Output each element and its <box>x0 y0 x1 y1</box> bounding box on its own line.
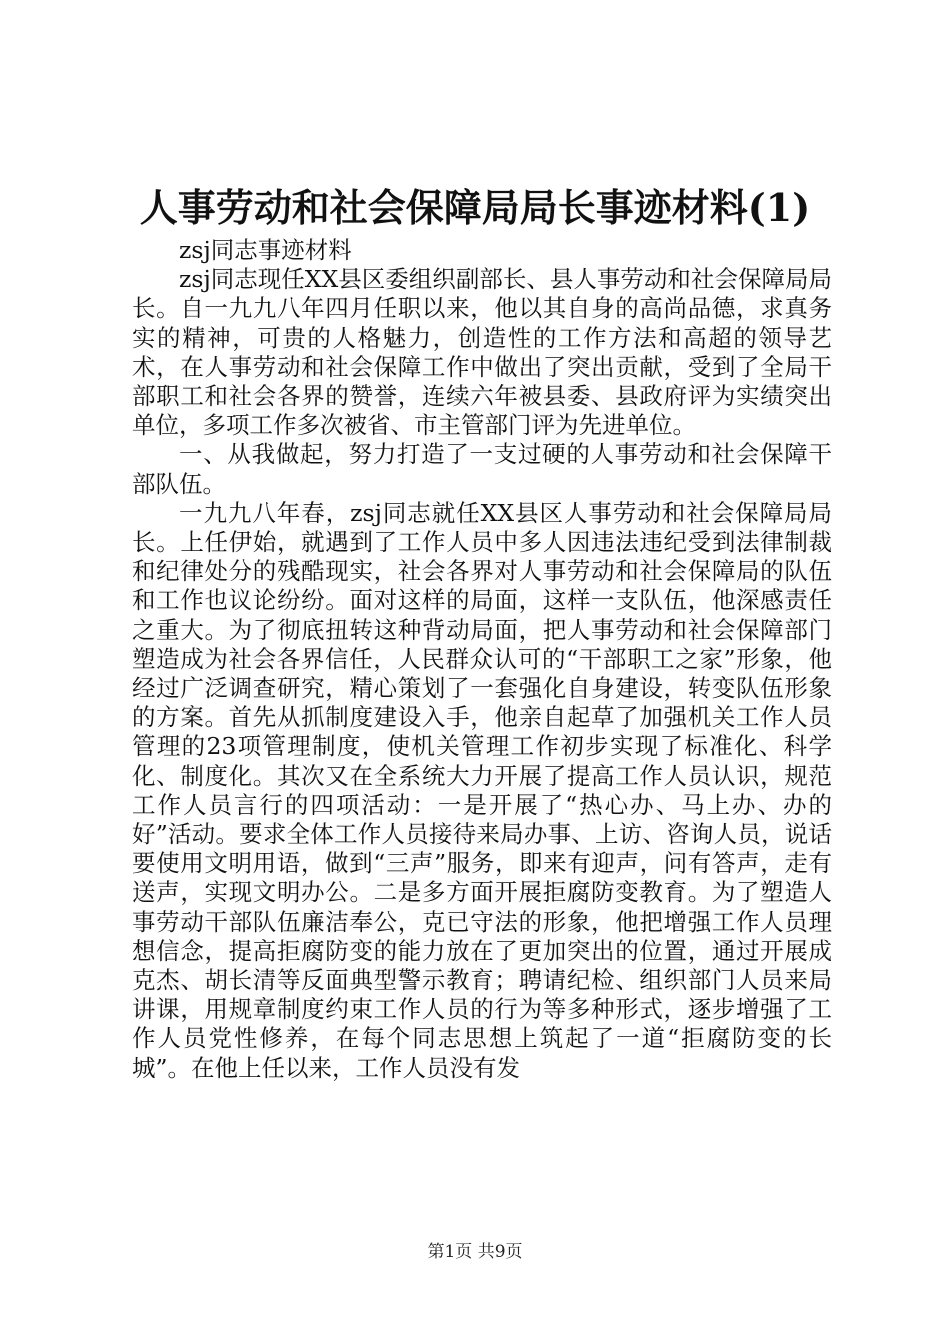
document-title: 人事劳动和社会保障局局长事迹材料(1) <box>139 185 811 230</box>
document-body <box>132 236 832 1083</box>
document-subtitle: zsj同志事迹材料 <box>179 236 352 264</box>
paragraph-intro: zsj同志现任XX县区委组织副部长、县人事劳动和社会保障局局长。自一九九八年四月任职以来，他以其自身的高尚品德，求真务实的精神，可贵的人格魅力，创造性的工作方法和高超的领导艺术，在人事劳动和社会保障工作中做出了突出贡献，受到了全局干部职工和社会各界的赞誉，连续六年被县委、县政府评为实绩突出单位，多项工作多次被省、市主管部门评为先进单位。 <box>132 265 832 440</box>
paragraph-section-heading: 一、从我做起，努力打造了一支过硬的人事劳动和社会保障干部队伍。 <box>132 440 832 498</box>
page-number-footer: 第1页 共9页 <box>427 1242 523 1262</box>
paragraph-body: 一九九八年春，zsj同志就任XX县区人事劳动和社会保障局局长。上任伊始，就遇到了工作人员中多人因违法违纪受到法律制裁和纪律处分的残酷现实，社会各界对人事劳动和社会保障局的队伍和工作也议论纷纷。面对这样的局面，这样一支队伍，他深感责任之重大。为了彻底扭转这种背动局面，把人事劳动和社会保障部门塑造成为社会各界信任，人民群众认可的“干部职工之家”形象，他经过广泛调查研究，精心策划了一套强化自身建设，转变队伍形象的方案。首先从抓制度建设入手，他亲自起草了加强机关工作人员管理的23项管理制度，使机关管理工作初步实现了标准化、科学化、制度化。其次又在全系统大力开展了提高工作人员认识，规范工作人员言行的四项活动：一是开展了“热心办、马上办、办的好”活动。要求全体工作人员接待来局办事、上访、咨询人员，说话要使用文明用语，做到“三声”服务，即来有迎声，问有答声，走有送声，实现文明办公。二是多方面开展拒腐防变教育。为了塑造人事劳动干部队伍廉洁奉公，克已守法的形象，他把增强工作人员理想信念，提高拒腐防变的能力放在了更加突出的位置，通过开展成克杰、胡长清等反面典型警示教育；聘请纪检、组织部门人员来局讲课，用规章制度约束工作人员的行为等多种形式，逐步增强了工作人员党性修养，在每个同志思想上筑起了一道“拒腐防变的长城”。在他上任以来，工作人员没有发 <box>132 498 832 1082</box>
